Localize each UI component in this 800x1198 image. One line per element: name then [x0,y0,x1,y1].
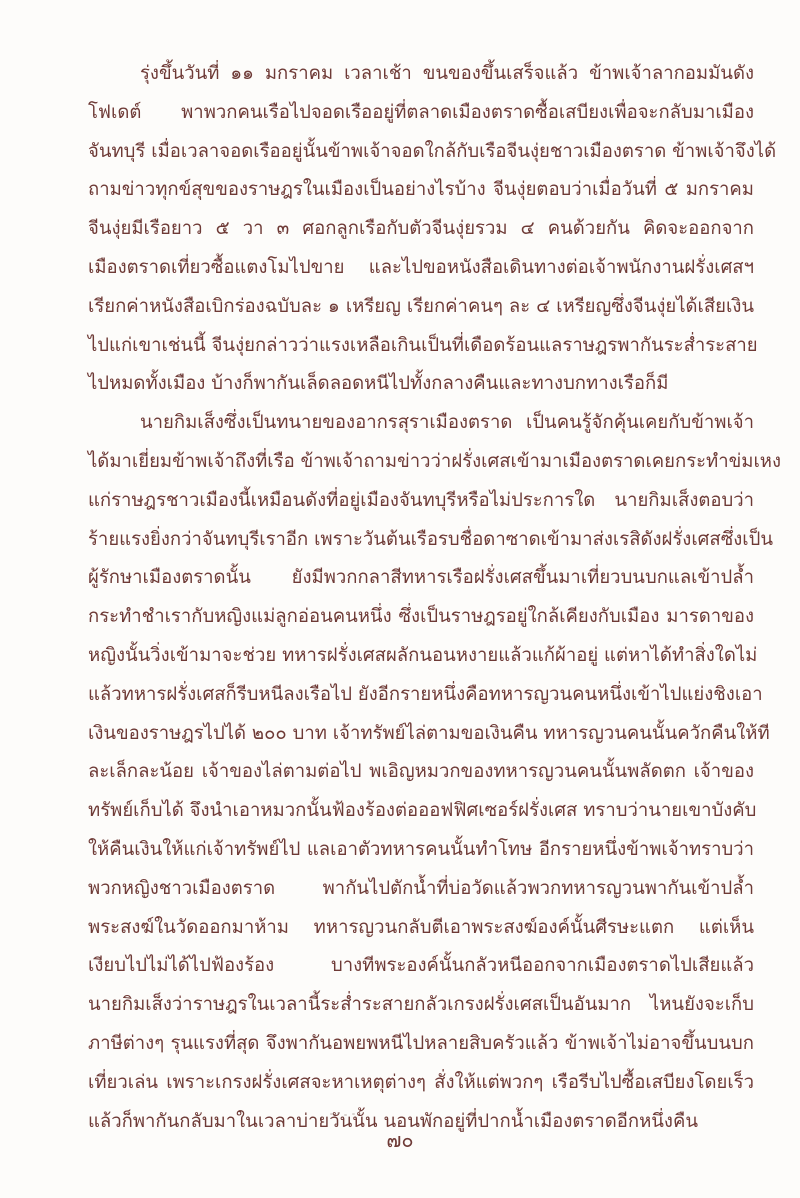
text-line: เที่ยวเล่น เพราะเกรงฝรั่งเศสจะหาเหตุต่างๆ สั่งให้แต่พวกๆ เรือรีบไปซื้อเสบียงโดยเร็ว [88,1071,754,1093]
text-line: จีนงุ่ยมีเรือยาว ๕ วา ๓ ศอกลูกเรือกับตัวจีนงุ่ยรวม ๔ คนด้วยกัน คิดจะออกจาก [88,218,754,240]
text-line: หญิงนั้นวิ่งเข้ามาจะช่วย ทหารฝรั่งเศสผลักนอนหงายแล้วแก้ผ้าอยู่ แต่หาได้ทำสิ่งใดไม่ [88,644,758,666]
text-line: นายกิมเส็งซึ่งเป็นทนายของอากรสุราเมืองตราด เป็นคนรู้จักคุ้นเคยกับข้าพเจ้า [140,412,754,434]
text-line: ไปหมดทั้งเมือง บ้างก็พากันเล็ดลอดหนีไปทั้งกลางคืนและทางบกทางเรือก็มี [88,373,669,395]
text-line: ผู้รักษาเมืองตราดนั้น ยังมีพวกกลาสีทหารเรือฝรั่งเศสขึ้นมาเที่ยวบนบกแลเข้าปล้ำ [88,567,754,589]
text-line: ให้คืนเงินให้แก่เจ้าทรัพย์ไป แลเอาตัวทหารคนนั้นทำโทษ อีกรายหนึ่งข้าพเจ้าทราบว่า [88,838,754,860]
text-line: กระทำชำเรากับหญิงแม่ลูกอ่อนคนหนึ่ง ซึ่งเป็นราษฎรอยู่ใกล้เคียงกับเมือง มารดาของ [88,606,754,628]
page-number: ๗๐ [386,1128,414,1152]
text-line: รุ่งขึ้นวันที่ ๑๑ มกราคม เวลาเช้า ขนของขึ้นเสร็จแล้ว ข้าพเจ้าลากอมมันดัง [140,63,754,84]
text-line: แล้วทหารฝรั่งเศสก็รีบหนีลงเรือไป ยังอีกรายหนึ่งคือทหารญวนคนหนึ่งเข้าไปแย่งชิงเอา [88,683,763,705]
text-line: แล้วก็พากันกลับมาในเวลาบ่ายวันนั้น นอนพักอยู่ที่ปากน้ำเมืองตราดอีกหนึ่งคืน [88,1110,698,1132]
text-line: เงียบไปไม่ได้ไปฟ้องร้อง บางทีพระองค์นั้นกลัวหนีออกจากเมืองตราดไปเสียแล้ว [88,955,754,977]
text-line: พระสงฆ์ในวัดออกมาห้าม ทหารญวนกลับตีเอาพระสงฆ์องค์นั้นศีรษะแตก แต่เห็น [88,916,754,938]
paragraph-1 [88,55,777,404]
text-line: เรียกค่าหนังสือเบิกร่องฉบับละ ๑ เหรียญ เรียกค่าคนๆ ละ ๔ เหรียญซึ่งจีนงุ่ยได้เสียเงิน [88,295,754,317]
text-line: พวกหญิงชาวเมืองตราด พากันไปตักน้ำที่บ่อวัดแล้วพวกทหารญวนพากันเข้าปล้ำ [88,877,754,899]
text-line: ร้ายแรงยิ่งกว่าจันทบุรีเราอีก เพราะวันต้นเรือรบชื่อดาซาดเข้ามาส่งเรสิดังฝรั่งเศสซึ่งเป็น [88,528,773,550]
text-line: โฟเดต์ พาพวกคนเรือไปจอดเรืออยู่ที่ตลาดเมืองตราดซื้อเสบียงเพื่อจะกลับมาเมือง [88,101,754,123]
body-text [88,55,782,1141]
text-line: จันทบุรี เมื่อเวลาจอดเรืออยู่นั้นข้าพเจ้าจอดใกล้กับเรือจีนงุ่ยชาวเมืองตราด ข้าพเจ้าจึงได้ [88,140,777,162]
text-line: ถามข่าวทุกข์สุขของราษฎรในเมืองเป็นอย่างไรบ้าง จีนงุ่ยตอบว่าเมื่อวันที่ ๕ มกราคม [88,179,754,201]
text-line: นายกิมเส็งว่าราษฎรในเวลานี้ระส่ำระสายกลัวเกรงฝรั่งเศสเป็นอันมาก ไหนยังจะเก็บ [88,994,754,1016]
text-line: ได้มาเยี่ยมข้าพเจ้าถึงที่เรือ ข้าพเจ้าถามข่าวว่าฝรั่งเศสเข้ามาเมืองตราดเคยกระทำข่มเหง [88,450,782,472]
text-line: ภาษีต่างๆ รุนแรงที่สุด จึงพากันอพยพหนีไปหลายสิบครัวแล้ว ข้าพเจ้าไม่อาจขึ้นบนบก [88,1032,754,1054]
text-line: ละเล็กละน้อย เจ้าของไล่ตามต่อไป พเอิญหมวกของทหารญวนคนนั้นพลัดตก เจ้าของ [88,761,754,783]
paragraph-2 [88,404,782,1141]
text-line: เมืองตราดเที่ยวซื้อแตงโมไปขาย และไปขอหนังสือเดินทางต่อเจ้าพนักงานฝรั่งเศสฯ [88,256,754,278]
paper-speck-marks [330,1112,360,1116]
text-line: ทรัพย์เก็บได้ จึงนำเอาหมวกนั้นฟ้องร้องต่อออฟฟิศเซอร์ฝรั่งเศส ทราบว่านายเขาบังคับ [88,800,757,822]
text-line: แก่ราษฎรชาวเมืองนี้เหมือนดังที่อยู่เมืองจันทบุรีหรือไม่ประการใด นายกิมเส็งตอบว่า [88,489,754,511]
text-line: เงินของราษฎรไปได้ ๒๐๐ บาท เจ้าทรัพย์ไล่ตามขอเงินคืน ทหารญวนคนนั้นควักคืนให้ที [88,722,770,744]
text-line: ไปแก่เขาเช่นนี้ จีนงุ่ยกล่าวว่าแรงเหลือเกินเป็นที่เดือดร้อนแลราษฎรพากันระส่ำระสาย [88,334,758,356]
